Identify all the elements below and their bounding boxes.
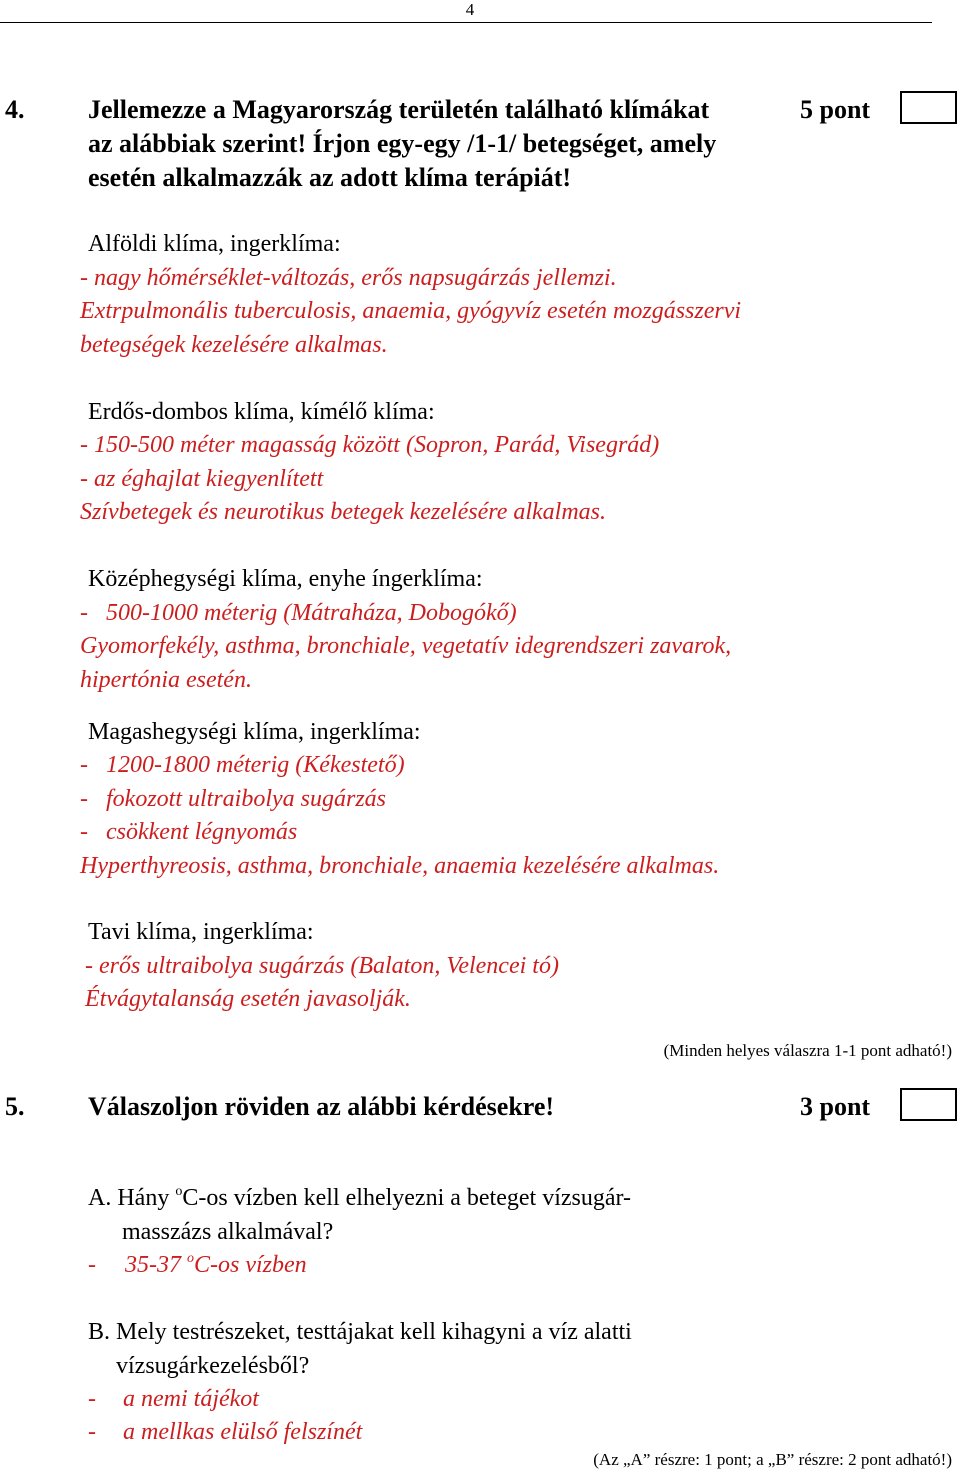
kozephegysegi-heading: Középhegységi klíma, enyhe íngerklíma: xyxy=(88,566,483,592)
erdos-answer-2: - az éghajlat kiegyenlített xyxy=(80,466,324,492)
q5-number: 5. xyxy=(5,1092,25,1121)
q4-scoring-note: (Minden helyes válaszra 1-1 pont adható!) xyxy=(663,1041,952,1060)
q4-prompt-line-3: esetén alkalmazzák az adott klíma terápiát! xyxy=(88,163,572,192)
alfoldi-answer-2: Extrpulmonális tuberculosis, anaemia, gyógyvíz esetén mozgásszervi xyxy=(80,298,742,324)
alfoldi-heading: Alföldi klíma, ingerklíma: xyxy=(88,231,341,257)
q5-scoring-note: (Az „A” részre: 1 pont; a „B” részre: 2 pont adható!) xyxy=(593,1450,952,1469)
q5b-question-line-2: vízsugárkezelésből? xyxy=(116,1353,310,1379)
page-number: 4 xyxy=(465,0,475,19)
q5a-question-line-1: A. Hány $^o$C-os vízben kell elhelyezni a beteget vízsugár- xyxy=(88,1184,632,1211)
q5a-question-line-2: masszázs alkalmával? xyxy=(122,1219,334,1245)
kozephegysegi-answer-2: Gyomorfekély, asthma, bronchiale, vegetatív idegrendszeri zavarok, xyxy=(80,633,732,659)
erdos-answer-3: Szívbetegek és neurotikus betegek kezelésére alkalmas. xyxy=(80,499,607,525)
q5b-answer-2-dash: - xyxy=(88,1419,96,1445)
q4-score-box[interactable] xyxy=(900,91,957,124)
q5b-answer-1-dash: - xyxy=(88,1386,96,1412)
magashegysegi-answer-1: - 1200-1800 méterig (Kékestető) xyxy=(80,752,405,778)
magashegysegi-answer-3: - csökkent légnyomás xyxy=(80,819,298,845)
tavi-heading: Tavi klíma, ingerklíma: xyxy=(88,919,314,945)
q5-score-box[interactable] xyxy=(900,1088,957,1121)
magashegysegi-answer-4: Hyperthyreosis, asthma, bronchiale, anaemia kezelésére alkalmas. xyxy=(80,853,720,879)
q4-prompt-line-1: Jellemezze a Magyarország területén található klímákat xyxy=(88,95,710,124)
tavi-answer-1: - erős ultraibolya sugárzás (Balaton, Velencei tó) xyxy=(85,953,559,979)
erdos-answer-1: - 150-500 méter magasság között (Sopron, Parád, Visegrád) xyxy=(80,432,660,458)
kozephegysegi-answer-1: - 500-1000 méterig (Mátraháza, Dobogókő) xyxy=(80,600,517,626)
magashegysegi-answer-2: - fokozott ultraibolya sugárzás xyxy=(80,786,387,812)
q5b-question-line-1: B. Mely testrészeket, testtájakat kell kihagyni a víz alatti xyxy=(88,1319,632,1345)
q4-number: 4. xyxy=(5,95,25,124)
q5a-answer: 35-37 $^o$C-os vízben xyxy=(125,1251,307,1278)
tavi-answer-2: Étvágytalanság esetén javasolják. xyxy=(85,986,411,1012)
q5a-answer-dash: - xyxy=(88,1252,96,1278)
q5-points: 3 pont xyxy=(800,1092,871,1121)
magashegysegi-heading: Magashegységi klíma, ingerklíma: xyxy=(88,719,421,745)
alfoldi-answer-1: - nagy hőmérséklet-változás, erős napsugárzás jellemzi. xyxy=(80,265,617,291)
q5b-answer-1: a nemi tájékot xyxy=(123,1386,259,1412)
q5b-answer-2: a mellkas elülső felszínét xyxy=(123,1419,363,1445)
q5-title: Válaszoljon röviden az alábbi kérdésekre! xyxy=(88,1092,555,1121)
alfoldi-answer-3: betegségek kezelésére alkalmas. xyxy=(80,332,388,358)
header-rule xyxy=(0,22,932,23)
q4-points: 5 pont xyxy=(800,95,871,124)
kozephegysegi-answer-3: hipertónia esetén. xyxy=(80,667,252,693)
q4-prompt-line-2: az alábbiak szerint! Írjon egy-egy /1-1/ betegséget, amely xyxy=(88,129,717,158)
erdos-heading: Erdős-dombos klíma, kímélő klíma: xyxy=(88,399,435,425)
